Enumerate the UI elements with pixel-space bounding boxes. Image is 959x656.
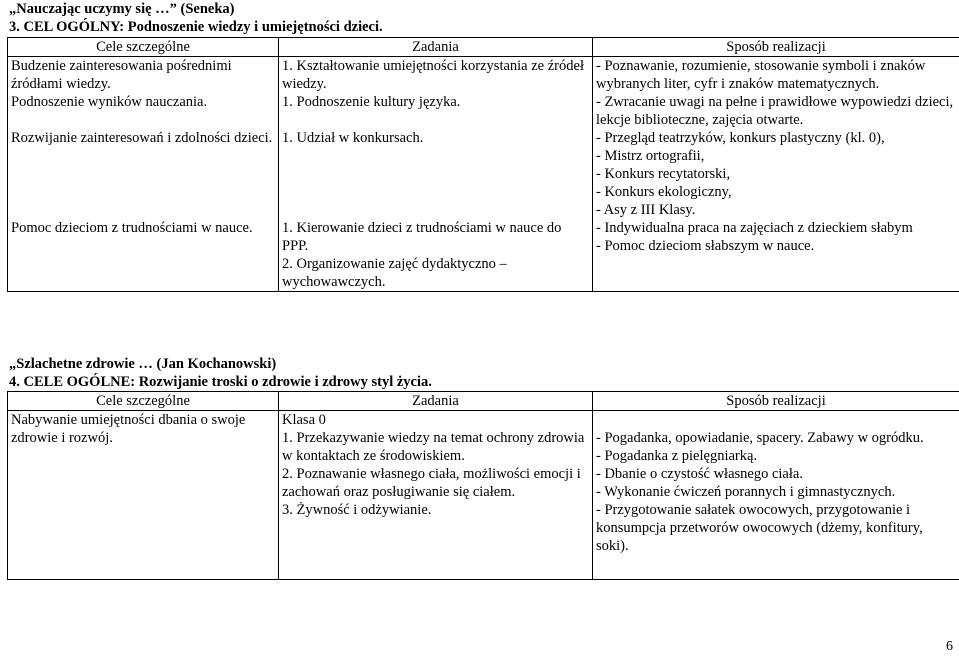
goal-text: Podnoszenie wyników nauczania.	[11, 94, 208, 110]
header-methods: Sposób realizacji	[593, 38, 959, 57]
goal-text: Pomoc dzieciom z trudnościami w nauce.	[11, 220, 253, 236]
task-text: 2. Organizowanie zajęć dydaktyczno – wychowawczych.	[282, 256, 507, 290]
task-text: 1. Kształtowanie umiejętności korzystania ze źródeł wiedzy.	[282, 58, 584, 92]
method-text: - Dbanie o czystość własnego ciała.	[596, 466, 803, 482]
table-header-row	[8, 392, 959, 411]
task-text: 3. Żywność i odżywianie.	[282, 502, 432, 518]
section3-table	[7, 37, 959, 292]
goal-text: Rozwijanie zainteresowań i zdolności dzieci.	[11, 130, 273, 146]
method-text: - Wykonanie ćwiczeń porannych i gimnastycznych.	[596, 484, 896, 500]
header-goals: Cele szczególne	[8, 38, 279, 57]
method-text: - Pogadanka, opowiadanie, spacery. Zabawy w ogródku.	[596, 430, 924, 446]
section3-quote: „Nauczając uczymy się …” (Seneka)	[9, 1, 235, 17]
table-row	[8, 411, 959, 580]
spacer	[596, 411, 956, 429]
table-row	[8, 57, 959, 94]
header-tasks: Zadania	[279, 38, 593, 57]
table-row	[8, 129, 959, 219]
method-text: - Pomoc dzieciom słabszym w nauce.	[596, 238, 815, 254]
method-text: - Poznawanie, rozumienie, stosowanie symboli i znaków wybranych liter, cyfr i znaków matematycznych.	[596, 58, 926, 92]
header-tasks: Zadania	[279, 392, 593, 411]
header-methods: Sposób realizacji	[593, 392, 959, 411]
task-text: 1. Kierowanie dzieci z trudnościami w nauce do PPP.	[282, 220, 562, 254]
section4-title: 4. CELE OGÓLNE: Rozwijanie troski o zdrowie i zdrowy styl życia.	[9, 374, 432, 390]
section3-title: 3. CEL OGÓLNY: Podnoszenie wiedzy i umiejętności dzieci.	[9, 19, 383, 35]
table-header-row	[8, 38, 959, 57]
page-number: 6	[946, 639, 953, 654]
method-text: - Mistrz ortografii,	[596, 148, 705, 164]
goal-text: Nabywanie umiejętności dbania o swoje zdrowie i rozwój.	[11, 412, 246, 446]
method-text: - Konkurs ekologiczny,	[596, 184, 732, 200]
method-text: - Pogadanka z pielęgniarką.	[596, 448, 758, 464]
task-text: 2. Poznawanie własnego ciała, możliwości emocji i zachowań oraz posługiwanie się ciałem.	[282, 466, 581, 500]
method-text: - Asy z III Klasy.	[596, 202, 696, 218]
goal-text: Budzenie zainteresowania pośrednimi źródłami wiedzy.	[11, 58, 232, 92]
section4-quote: „Szlachetne zdrowie … (Jan Kochanowski)	[9, 356, 277, 372]
section4-table	[7, 391, 959, 580]
table-row	[8, 93, 959, 129]
task-text: Klasa 0	[282, 412, 326, 428]
task-text: 1. Podnoszenie kultury języka.	[282, 94, 461, 110]
task-text: 1. Udział w konkursach.	[282, 130, 424, 146]
method-text: - Przygotowanie sałatek owocowych, przygotowanie i konsumpcja przetworów owocowych (dżemy, konfitury, soki).	[596, 502, 923, 554]
method-text: - Zwracanie uwagi na pełne i prawidłowe wypowiedzi dzieci, lekcje biblioteczne, zajęcia otwarte.	[596, 94, 954, 128]
header-goals: Cele szczególne	[8, 392, 279, 411]
method-text: - Konkurs recytatorski,	[596, 166, 731, 182]
task-text: 1. Przekazywanie wiedzy na temat ochrony zdrowia w kontaktach ze środowiskiem.	[282, 430, 585, 464]
method-text: - Indywidualna praca na zajęciach z dzieckiem słabym	[596, 220, 913, 236]
table-row	[8, 219, 959, 292]
method-text: - Przegląd teatrzyków, konkurs plastyczny (kl. 0),	[596, 130, 885, 146]
